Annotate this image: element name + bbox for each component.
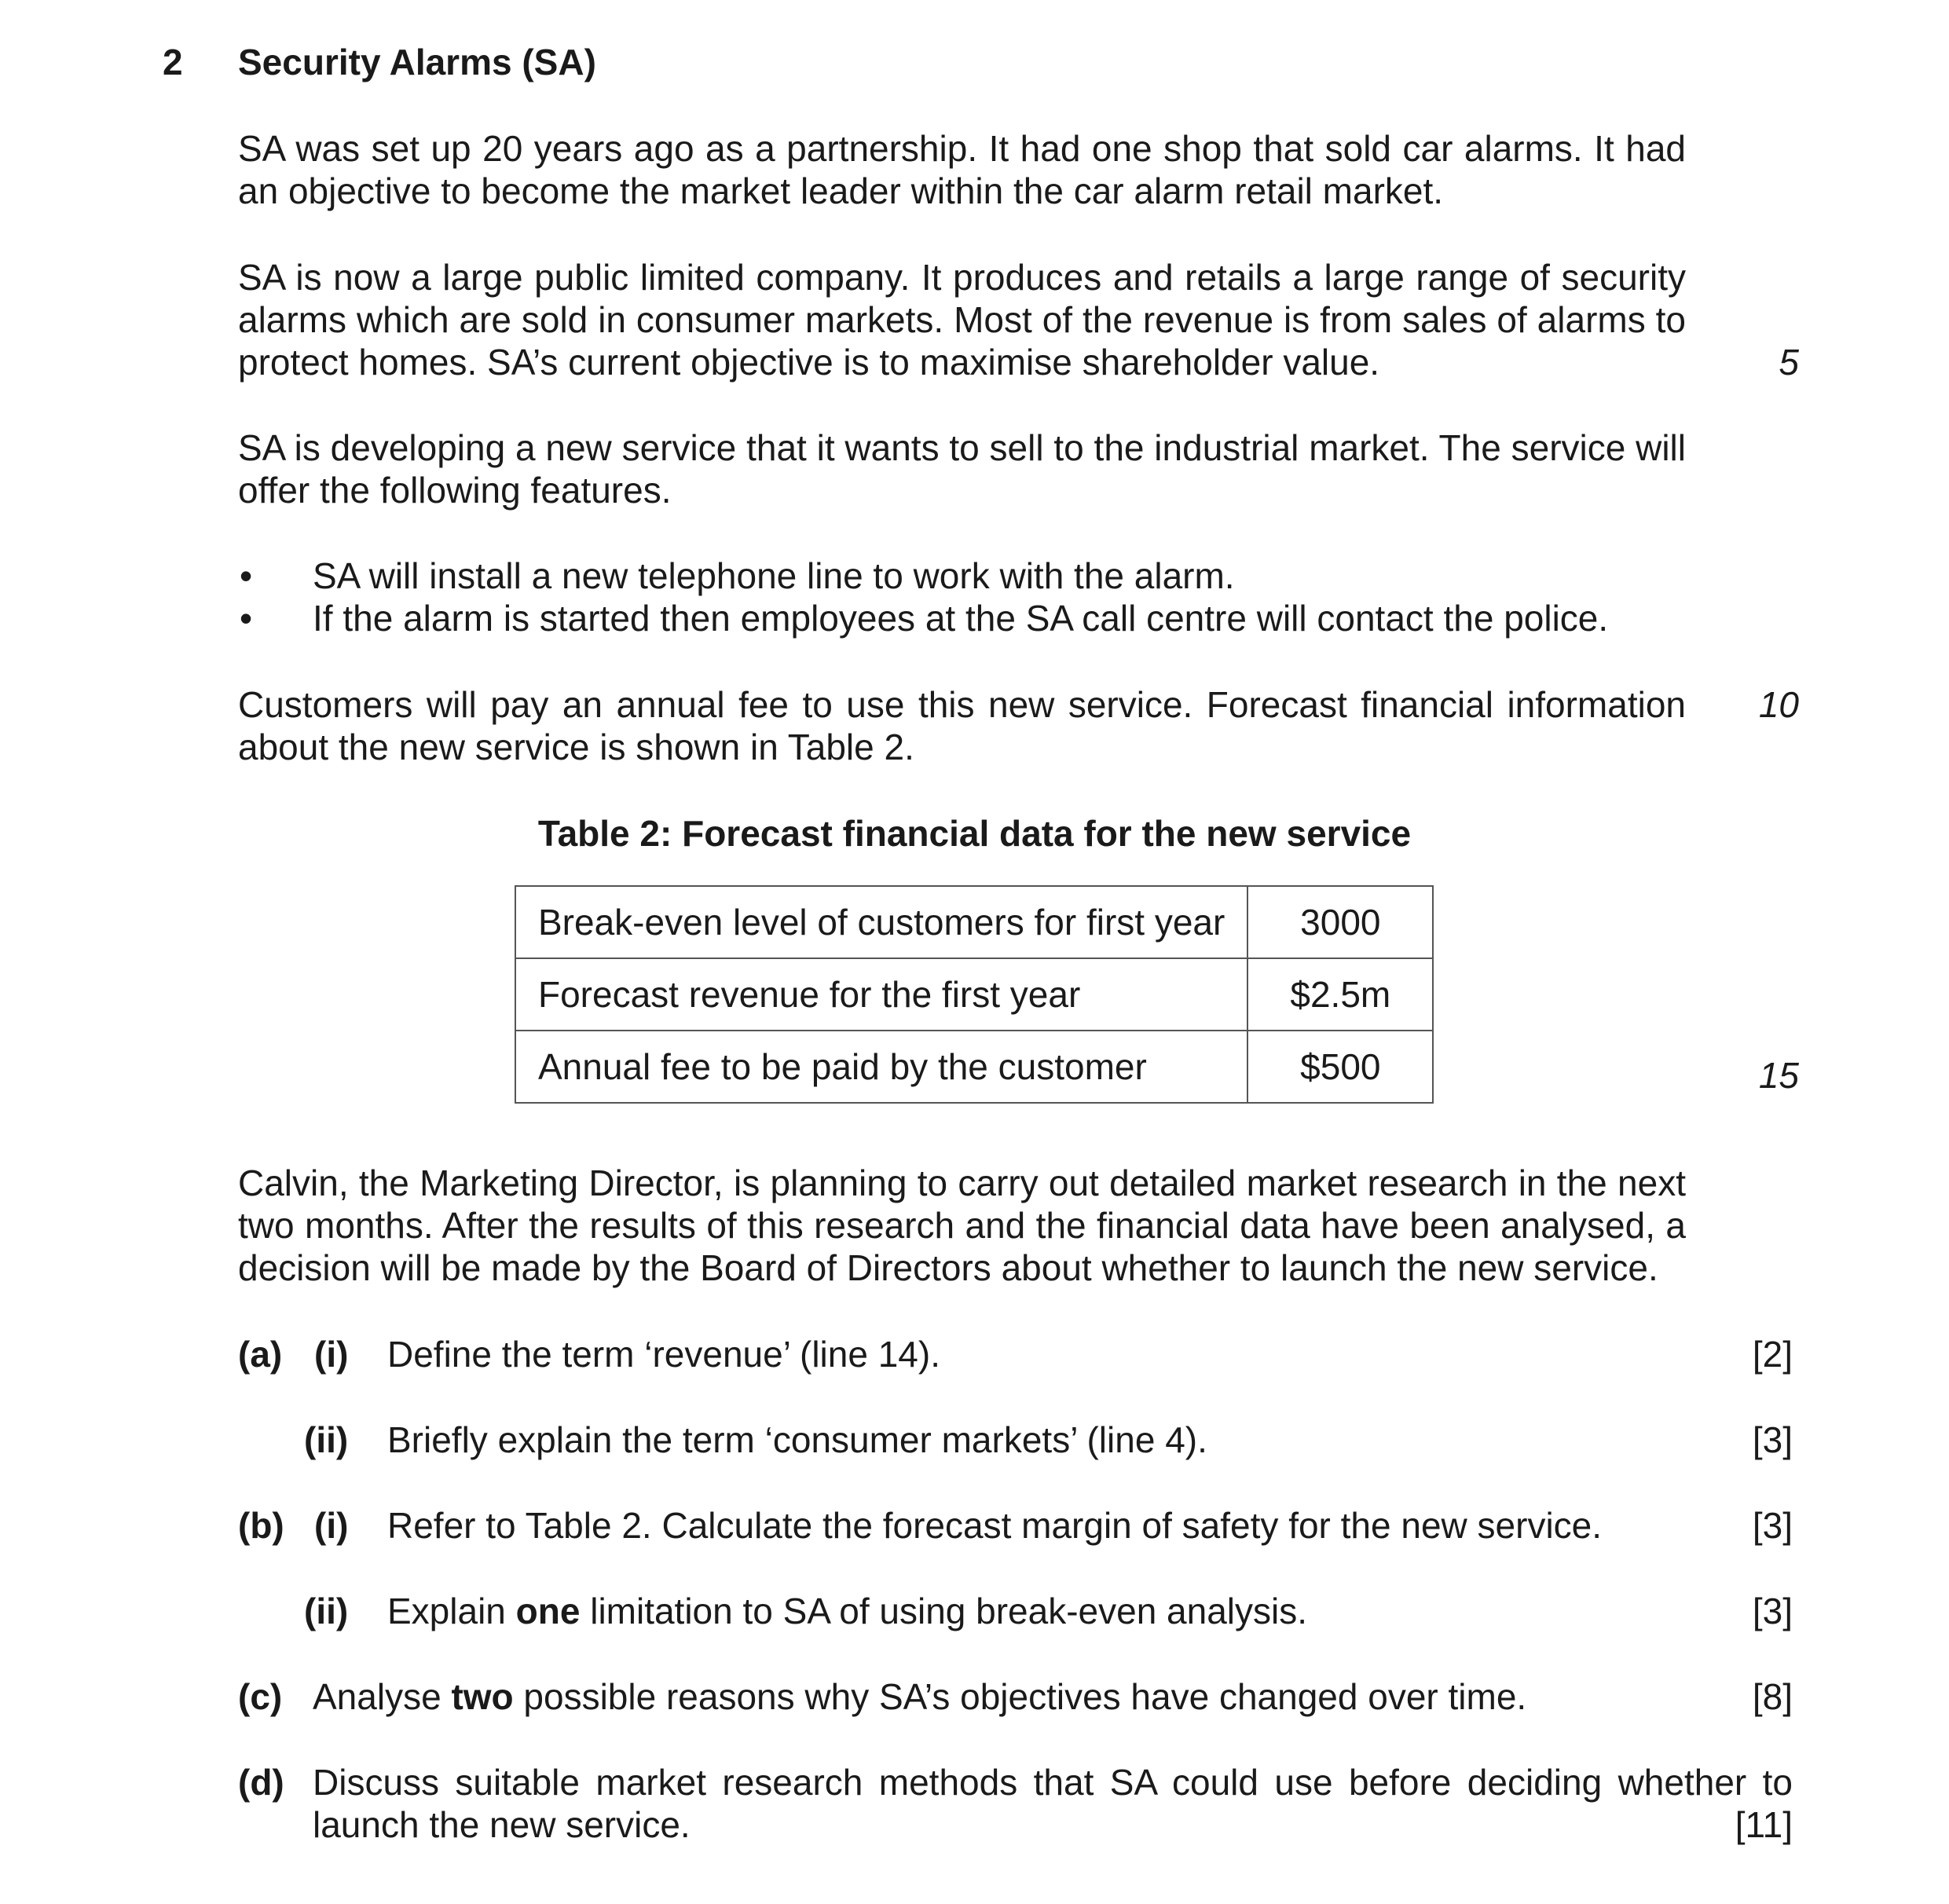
question-b-label: (b) [238,1505,284,1546]
question-c-text-post: possible reasons why SA’s objectives have changed over time. [513,1676,1527,1717]
question-number: 2 [163,42,183,82]
table-cell-label: Break-even level of customers for first year [515,886,1247,958]
question-title: Security Alarms (SA) [238,42,596,82]
line-number-5: 5 [1779,342,1799,383]
line-number-15: 15 [1758,1055,1799,1096]
bullet-marker: • [240,598,253,639]
question-a-ii-marks: [3] [1752,1419,1793,1460]
case-p4-line2: about the new service is shown in Table 2. [238,727,914,767]
question-b-ii-emphasis: one [515,1591,581,1631]
question-b-ii-text-pre: Explain [387,1591,516,1631]
case-p5-line2: two months. After the results of this research and the financial data have been analysed, a [238,1205,1686,1246]
case-p1-line1: SA was set up 20 years ago as a partnership. It had one shop that sold car alarms. It had [238,128,1686,169]
table-row [515,958,1433,1031]
question-b-ii-label: (ii) [304,1591,349,1631]
case-p1-line2: an objective to become the market leader within the car alarm retail market. [238,170,1444,211]
question-d-line1: Discuss suitable market research methods that SA could use before deciding whether to [313,1762,1793,1803]
question-a-ii-text: Briefly explain the term ‘consumer markets’ (line 4). [387,1419,1207,1460]
case-p2-line1: SA is now a large public limited company. It produces and retails a large range of security [238,257,1686,298]
table-cell-value: $2.5m [1247,958,1433,1031]
question-d-label: (d) [238,1762,284,1803]
table-cell-label: Annual fee to be paid by the customer [515,1031,1247,1103]
question-a-label: (a) [238,1334,283,1375]
case-p2-line2: alarms which are sold in consumer markets. Most of the revenue is from sales of alarms to [238,299,1686,340]
question-b-i-text: Refer to Table 2. Calculate the forecast margin of safety for the new service. [387,1505,1603,1546]
question-c-emphasis: two [451,1676,514,1717]
table-cell-value: 3000 [1247,886,1433,958]
case-p5-line3: decision will be made by the Board of Directors about whether to launch the new service. [238,1247,1658,1288]
case-p4-line1: Customers will pay an annual fee to use this new service. Forecast financial information [238,684,1686,725]
question-d-line2: launch the new service. [313,1804,691,1845]
line-number-10: 10 [1758,684,1799,725]
question-c-label: (c) [238,1676,283,1717]
table-caption: Table 2: Forecast financial data for the new service [537,813,1412,854]
question-c-text [313,1675,1526,1718]
forecast-financial-table [515,885,1434,1104]
question-b-ii-marks: [3] [1752,1591,1793,1631]
bullet-marker: • [240,555,253,596]
table-row [515,886,1433,958]
question-b-i-marks: [3] [1752,1505,1793,1546]
question-b-i-label: (i) [314,1505,349,1546]
question-a-ii-label: (ii) [304,1419,349,1460]
question-b-ii-text-post: limitation to SA of using break-even analysis. [580,1591,1308,1631]
question-a-i-label: (i) [314,1334,349,1375]
case-p3-line1: SA is developing a new service that it wants to sell to the industrial market. The service will [238,427,1686,468]
case-p3-line2: offer the following features. [238,470,672,511]
question-b-ii-text [387,1590,1307,1632]
question-c-text-pre: Analyse [313,1676,452,1717]
table-row [515,1031,1433,1103]
table-cell-value: $500 [1247,1031,1433,1103]
case-p2-line3: protect homes. SA’s current objective is to maximise shareholder value. [238,342,1380,383]
case-p5-line1: Calvin, the Marketing Director, is planning to carry out detailed market research in the next [238,1163,1686,1203]
table-cell-label: Forecast revenue for the first year [515,958,1247,1031]
question-d-marks: [11] [1735,1804,1793,1845]
question-a-i-text: Define the term ‘revenue’ (line 14). [387,1334,940,1375]
bullet-item-1: SA will install a new telephone line to work with the alarm. [313,555,1235,596]
question-c-marks: [8] [1752,1676,1793,1717]
bullet-item-2: If the alarm is started then employees at the SA call centre will contact the police. [313,598,1609,639]
question-a-i-marks: [2] [1752,1334,1793,1375]
